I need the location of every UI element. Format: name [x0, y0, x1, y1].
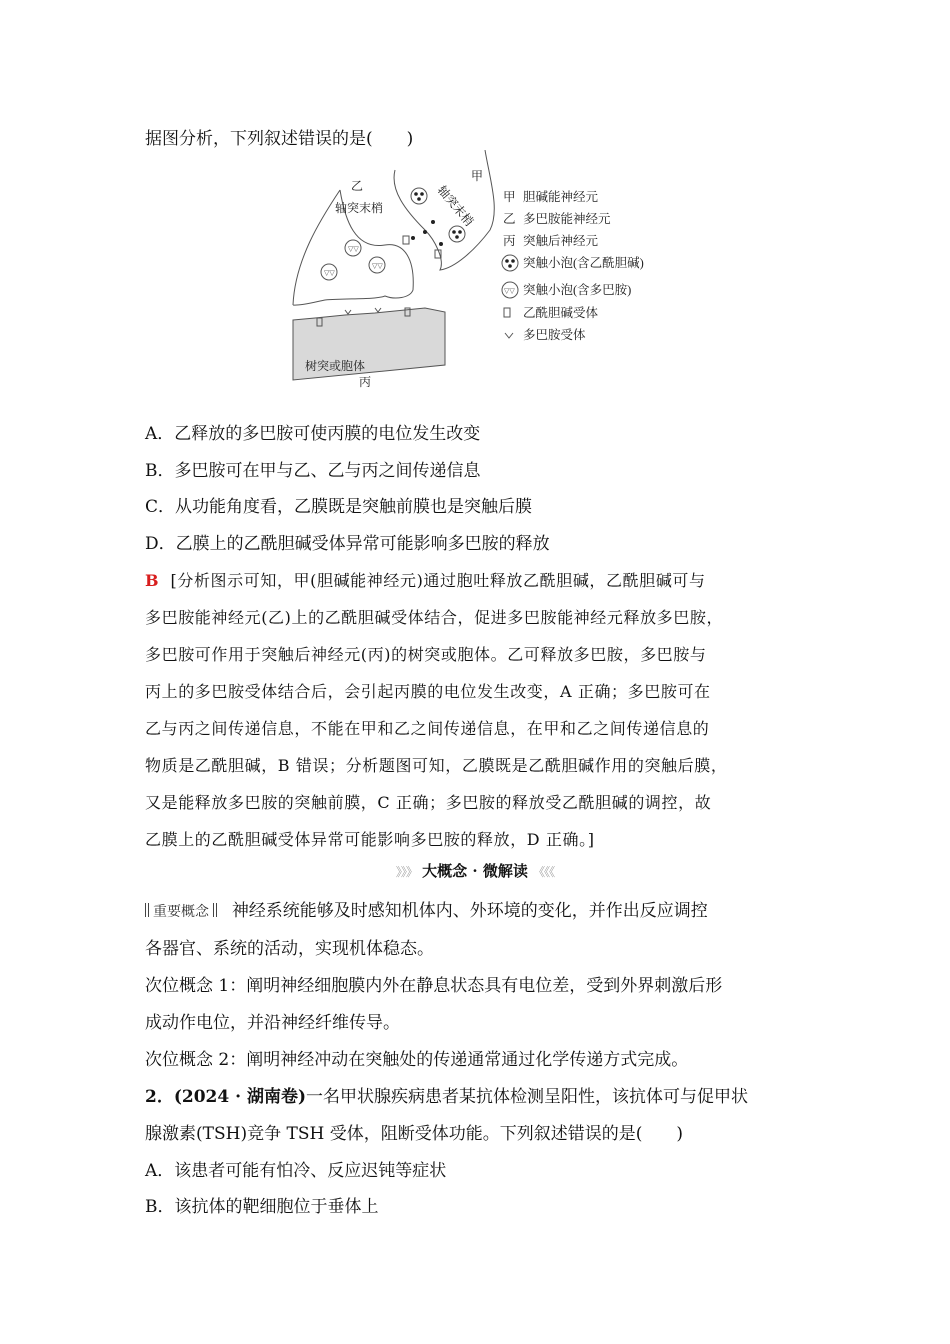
answer-line-7: 又是能释放多巴胺的突触前膜，C 正确；多巴胺的释放受乙酰胆碱的调控，故	[145, 793, 712, 812]
answer-line-5: 乙与丙之间传递信息，不能在甲和乙之间传递信息，在甲和乙之间传递信息的	[145, 719, 710, 738]
answer-line-4: 丙上的多巴胺受体结合后，会引起丙膜的电位发生改变，A 正确；多巴胺可在	[145, 682, 711, 701]
dendrite-label: 树突或胞体	[305, 359, 366, 373]
section-title: 大概念 · 微解读	[422, 862, 528, 880]
svg-text:多巴胺能神经元: 多巴胺能神经元	[523, 212, 611, 226]
answer-line-1: B [分析图示可知，甲(胆碱能神经元)通过胞吐释放乙酰胆碱，乙酰胆碱可与	[145, 571, 706, 590]
yi-label: 乙	[351, 179, 364, 193]
question2-option-a: A．该患者可能有怕冷、反应迟钝等症状	[145, 1161, 447, 1181]
svg-text:▽▽: ▽▽	[324, 269, 335, 277]
svg-text:乙: 乙	[503, 212, 516, 226]
option-c: C．从功能角度看，乙膜既是突触前膜也是突触后膜	[145, 497, 533, 517]
jia-terminal-label: 轴突末梢	[434, 182, 477, 229]
svg-text:多巴胺受体: 多巴胺受体	[523, 328, 586, 342]
question2-line-1: 2．(2024 · 湖南卷)一名甲状腺疾病患者某抗体检测呈阳性，该抗体可与促甲状	[145, 1087, 749, 1107]
option-d: D．乙膜上的乙酰胆碱受体异常可能影响多巴胺的释放	[145, 534, 550, 554]
svg-text:突触小泡(含多巴胺): 突触小泡(含多巴胺)	[523, 283, 632, 297]
question2-source: (2024 · 湖南卷)	[173, 1087, 307, 1107]
synapse-diagram	[285, 150, 675, 390]
jia-label: 甲	[471, 169, 484, 183]
key-concept-line-1: 重要概念 神经系统能够及时感知机体内、外环境的变化，并作出反应调控	[145, 900, 708, 923]
question-stem: 据图分析，下列叙述错误的是( )	[145, 129, 414, 149]
key-concept-line-2: 各器官、系统的活动，实现机体稳态。	[145, 939, 434, 959]
sub-concept-1-line-2: 成动作电位，并沿神经纤维传导。	[145, 1013, 400, 1033]
answer-line-8: 乙膜上的乙酰胆碱受体异常可能影响多巴胺的释放，D 正确。]	[145, 830, 595, 849]
question2-option-b: B．该抗体的靶细胞位于垂体上	[145, 1197, 379, 1217]
option-a: A．乙释放的多巴胺可使丙膜的电位发生改变	[145, 424, 481, 444]
dopamine-vesicle-icon	[321, 240, 385, 280]
svg-text:甲: 甲	[503, 190, 516, 204]
key-concept-tag: 重要概念	[153, 904, 209, 920]
answer-line-6: 物质是乙酰胆碱，B 错误；分析题图可知，乙膜既是乙酰胆碱作用的突触后膜，	[145, 756, 728, 775]
svg-text:丙: 丙	[503, 234, 516, 248]
svg-text:▽▽: ▽▽	[348, 245, 359, 253]
svg-text:突触小泡(含乙酰胆碱): 突触小泡(含乙酰胆碱)	[523, 256, 644, 270]
bing-label: 丙	[359, 375, 372, 389]
option-b: B．多巴胺可在甲与乙、乙与丙之间传递信息	[145, 461, 481, 481]
svg-text:突触后神经元: 突触后神经元	[523, 234, 599, 248]
answer-letter: B	[145, 571, 160, 590]
answer-line-3: 多巴胺可作用于突触后神经元(丙)的树突或胞体。乙可释放多巴胺，多巴胺与	[145, 645, 707, 664]
svg-text:胆碱能神经元: 胆碱能神经元	[523, 190, 599, 204]
svg-text:▽▽: ▽▽	[372, 262, 383, 270]
legend	[502, 189, 644, 342]
question2-line-2: 腺激素(TSH)竞争 TSH 受体，阻断受体功能。下列叙述错误的是( )	[145, 1124, 683, 1144]
sub-concept-1-line-1: 次位概念 1：阐明神经细胞膜内外在静息状态具有电位差，受到外界刺激后形	[145, 976, 723, 996]
yi-terminal-label: 轴突末梢	[335, 201, 384, 215]
answer-line-2: 多巴胺能神经元(乙)上的乙酰胆碱受体结合，促进多巴胺能神经元释放多巴胺，	[145, 608, 724, 627]
sub-concept-2: 次位概念 2：阐明神经冲动在突触处的传递通常通过化学传递方式完成。	[145, 1050, 689, 1070]
svg-text:乙酰胆碱受体: 乙酰胆碱受体	[523, 306, 599, 320]
section-divider: 》》》 大概念 · 微解读 《《《	[395, 862, 555, 880]
svg-text:▽▽: ▽▽	[504, 287, 515, 295]
